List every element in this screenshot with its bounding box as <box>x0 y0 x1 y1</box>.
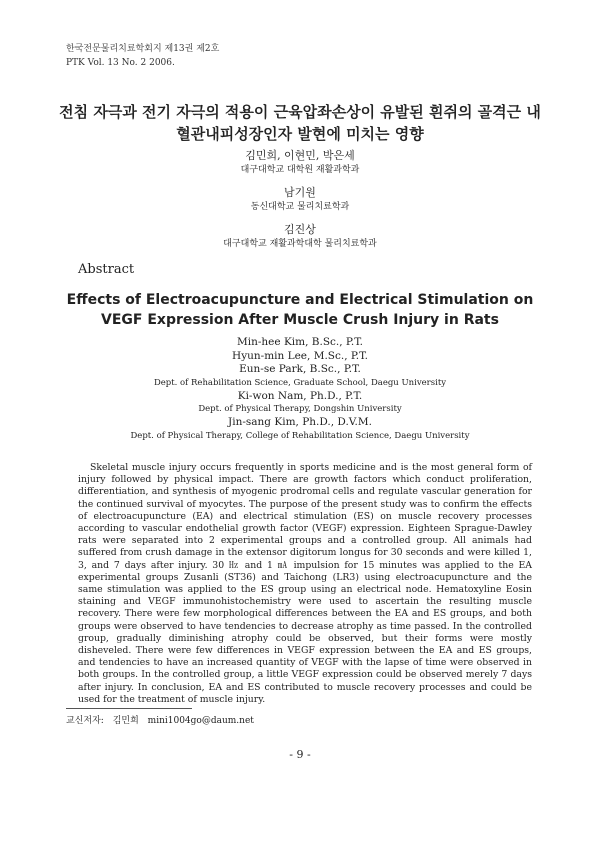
author-affiliation: Dept. of Rehabilitation Science, Graduate School, Daegu University <box>153 377 447 388</box>
korean-author-group <box>0 148 600 177</box>
korean-title-line-2: 혈관내피성장인자 발현에 미치는 영향 <box>176 125 424 143</box>
author-name: Hyun-min Lee, M.Sc., P.T. <box>232 349 368 362</box>
author-affiliation: Dept. of Physical Therapy, Dongshin University <box>198 404 402 414</box>
english-title <box>40 290 560 330</box>
correspondence-email: mini1004go@daum.net <box>147 716 254 726</box>
journal-header <box>66 42 219 70</box>
english-authors <box>0 336 600 443</box>
journal-name-korean: 한국전문물리치료학회지 제13권 제2호 <box>66 44 220 54</box>
korean-author-names: 김진상 <box>284 223 316 236</box>
journal-volume: PTK Vol. 13 No. 2 2006. <box>66 58 175 68</box>
korean-author-affiliation: 대구대학교 대학원 재활과학과 <box>240 165 360 175</box>
author-affiliation: Dept. of Physical Therapy, College of Rehabilitation Science, Daegu University <box>130 430 470 441</box>
korean-author-affiliation: 동신대학교 물리치료학과 <box>250 202 350 212</box>
author-name: Min-hee Kim, B.Sc., P.T. <box>237 336 363 348</box>
korean-author-affiliation: 대구대학교 재활과학대학 물리치료학과 <box>223 239 377 249</box>
author-name: Ki-won Nam, Ph.D., P.T. <box>237 389 363 402</box>
author-name: Eun-se Park, B.Sc., P.T. <box>239 363 361 375</box>
author-name: Jin-sang Kim, Ph.D., D.V.M. <box>228 416 372 428</box>
korean-title-line-1: 전침 자극과 전기 자극의 적용이 근육압좌손상이 유발된 흰쥐의 골격근 내 <box>59 103 541 121</box>
page-number: - 9 - <box>289 748 311 761</box>
english-title-line-1: Effects of Electroacupuncture and Electrical Stimulation on <box>66 292 534 308</box>
korean-author-names: 남기원 <box>284 186 316 199</box>
abstract-heading: Abstract <box>78 262 135 277</box>
korean-author-group <box>0 185 600 214</box>
korean-author-group <box>0 222 600 251</box>
footnote-divider <box>66 708 192 709</box>
korean-authors <box>0 148 600 259</box>
correspondence-footnote <box>66 713 260 726</box>
english-title-line-2: VEGF Expression After Muscle Crush Injury in Rats <box>101 312 499 328</box>
correspondence-label: 교신저자: <box>66 716 104 726</box>
correspondence-name: 김민희 <box>112 716 139 726</box>
korean-title <box>40 101 560 145</box>
abstract-body: Skeletal muscle injury occurs frequently in sports medicine and is the most general form of injury followed by physical impact. There are growth factors which conduct proliferation, differentiation, and synthesis of myogenic prodromal cells and regulate vascular generation for the continued survival of myocytes. The purpose of the present study was to confirm the effects of electroacupuncture (EA) and electrical stimulation (ES) on muscle recovery processes according to vascular endothelial growth factor (VEGF) expression. Eighteen Sprague-Dawley rats were separated into 2 experimental groups and a controlled group. All animals had suffered from crush damage in the extensor digitorum longus for 30 seconds and were killed 1, 3, and 7 days after injury. 30 ㎐ and 1 ㎃ impulsion for 15 minutes was applied to the EA experimental groups Zusanli (ST36) and Taichong (LR3) using electroacupuncture and the same stimulation was applied to the ES group using an electrical node. Hematoxyline Eosin staining and VEGF immunohistochemistry were used to ascertain the resulting muscle recovery. There were few morphological differences between the EA and ES groups, and both groups were observed to have tendencies to decrease atrophy as time passed. In the controlled group, gradually diminishing atrophy could be observed, but their forms were mostly disheveled. There were few differences in VEGF expression between the EA and ES groups, and tendencies to have an increased quantity of VEGF with the lapse of time were observed in both groups. In the controlled group, a little VEGF expression could be observed merely 7 days after injury. In conclusion, EA and ES contributed to muscle recovery processes and could be used for the treatment of muscle injury. <box>78 462 532 705</box>
korean-author-names: 김민희, 이현민, 박은세 <box>245 149 355 162</box>
